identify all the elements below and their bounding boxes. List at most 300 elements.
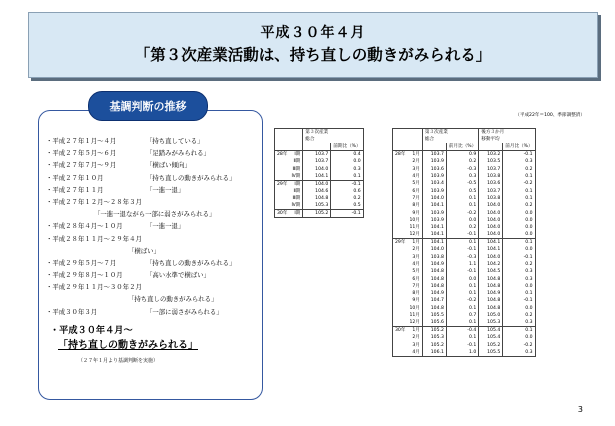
change-cell: -0.3 bbox=[455, 166, 479, 173]
moving-average-cell: 105.2 bbox=[479, 342, 503, 349]
assessment-verdict: 「一進一退ながら一部に弱さがみられる」 bbox=[94, 210, 216, 219]
change-cell: 0.0 bbox=[455, 217, 479, 224]
table-row bbox=[393, 187, 536, 194]
index-cell: 104.8 bbox=[422, 305, 446, 312]
change-cell: 0.7 bbox=[455, 312, 479, 319]
spacer-cell bbox=[446, 261, 454, 268]
spacer-cell bbox=[446, 202, 454, 209]
assessment-row bbox=[46, 247, 261, 259]
spacer-cell bbox=[446, 187, 454, 194]
change-cell: 0.1 bbox=[455, 239, 479, 247]
spacer-cell bbox=[446, 217, 454, 224]
table-row bbox=[393, 261, 536, 268]
index-cell: 103.9 bbox=[422, 158, 446, 165]
month-cell: 7月 bbox=[407, 195, 422, 202]
table-row bbox=[393, 290, 536, 297]
m-header-1: 第３次産業 bbox=[422, 129, 454, 137]
table-row bbox=[393, 231, 536, 239]
assessment-row bbox=[46, 295, 261, 307]
spacer-cell bbox=[503, 239, 511, 247]
assessment-period: ・平成２９年５月～７月 bbox=[46, 258, 117, 267]
table-row bbox=[393, 151, 536, 159]
spacer-cell bbox=[446, 166, 454, 173]
assessment-period: ・平成２７年７月～９月 bbox=[46, 161, 117, 170]
spacer-cell bbox=[503, 187, 511, 194]
table-row bbox=[275, 158, 364, 165]
change-cell: 0.3 bbox=[455, 173, 479, 180]
q-header-1: 第３次産業 bbox=[303, 129, 339, 137]
index-cell: 106.1 bbox=[422, 349, 446, 357]
spacer-cell bbox=[503, 268, 511, 275]
assessment-row bbox=[46, 308, 261, 320]
moving-average-cell: 104.0 bbox=[479, 224, 503, 231]
index-cell: 105.2 bbox=[422, 342, 446, 349]
spacer-cell bbox=[446, 334, 454, 341]
spacer-cell bbox=[503, 231, 511, 239]
assessment-verdict: 「横ばい」 bbox=[128, 246, 160, 255]
year-cell bbox=[275, 158, 290, 165]
table-row bbox=[393, 283, 536, 290]
change-cell: -0.1 bbox=[455, 342, 479, 349]
assessment-verdict: 「一進一退」 bbox=[146, 222, 185, 231]
year-cell bbox=[393, 254, 408, 261]
year-cell bbox=[275, 173, 290, 181]
ma-change-cell: 0.2 bbox=[511, 166, 535, 173]
year-cell bbox=[393, 261, 408, 268]
table-row bbox=[275, 173, 364, 181]
spacer-cell bbox=[503, 342, 511, 349]
change-cell: 0.0 bbox=[455, 275, 479, 282]
current-period: ・平成３０年４月～ bbox=[50, 325, 133, 336]
index-cell: 104.1 bbox=[303, 173, 331, 181]
moving-average-cell: 104.0 bbox=[479, 202, 503, 209]
moving-average-cell: 104.0 bbox=[479, 209, 503, 216]
ma-change-cell: 0.0 bbox=[511, 209, 535, 216]
change-cell: -0.1 bbox=[339, 210, 363, 218]
index-cell: 104.6 bbox=[303, 188, 331, 195]
quarter-cell: Ⅳ期 bbox=[289, 202, 302, 210]
ma-change-cell: 0.0 bbox=[511, 305, 535, 312]
change-cell: 0.1 bbox=[455, 305, 479, 312]
table-row bbox=[393, 342, 536, 349]
month-cell: 1月 bbox=[407, 327, 422, 335]
table-row bbox=[393, 268, 536, 275]
spacer-cell bbox=[503, 290, 511, 297]
assessment-period: ・平成３０年３月 bbox=[46, 307, 98, 316]
change-cell: 0.4 bbox=[339, 151, 363, 159]
ma-change-cell: -0.1 bbox=[511, 254, 535, 261]
current-verdict: 「持ち直しの動きがみられる」 bbox=[58, 340, 198, 351]
index-cell: 103.6 bbox=[422, 166, 446, 173]
quarter-cell: Ⅰ期 bbox=[289, 180, 302, 188]
spacer-cell bbox=[446, 275, 454, 282]
ma-change-cell: 0.2 bbox=[511, 202, 535, 209]
assessment-row bbox=[46, 283, 261, 295]
current-assessment bbox=[50, 324, 198, 352]
year-cell bbox=[393, 246, 408, 253]
spacer-cell bbox=[503, 209, 511, 216]
ma-change-cell: 0.0 bbox=[511, 283, 535, 290]
ma-change-cell: 0.1 bbox=[511, 327, 535, 335]
ma-change-cell: 0.3 bbox=[511, 349, 535, 357]
spacer-cell bbox=[446, 254, 454, 261]
quarter-cell: Ⅰ期 bbox=[289, 210, 302, 218]
spacer-cell bbox=[446, 312, 454, 319]
change-cell: 0.6 bbox=[339, 188, 363, 195]
spacer-cell bbox=[503, 305, 511, 312]
ma-change-cell: 0.2 bbox=[511, 312, 535, 319]
year-cell bbox=[393, 334, 408, 341]
year-cell bbox=[275, 195, 290, 202]
ma-change-cell: 0.1 bbox=[511, 173, 535, 180]
spacer-cell bbox=[446, 342, 454, 349]
change-cell: 0.5 bbox=[339, 202, 363, 210]
month-cell: 1月 bbox=[407, 239, 422, 247]
year-cell bbox=[393, 166, 408, 173]
change-cell: -0.2 bbox=[455, 209, 479, 216]
month-cell: 12月 bbox=[407, 319, 422, 327]
assessment-note: （２７年１月より基調判断を実施） bbox=[78, 358, 159, 364]
year-cell bbox=[275, 166, 290, 173]
month-cell: 8月 bbox=[407, 202, 422, 209]
month-cell: 2月 bbox=[407, 246, 422, 253]
month-cell: 11月 bbox=[407, 224, 422, 231]
spacer-cell bbox=[446, 297, 454, 304]
ma-change-cell: 0.3 bbox=[511, 158, 535, 165]
m-header-5: 移動平均 bbox=[481, 137, 500, 143]
spacer-cell bbox=[503, 312, 511, 319]
month-cell: 3月 bbox=[407, 254, 422, 261]
spacer-cell bbox=[503, 334, 511, 341]
assessment-verdict: 「持ち直している」 bbox=[146, 137, 204, 145]
year-cell bbox=[393, 173, 408, 180]
year-cell bbox=[393, 202, 408, 209]
change-cell: 0.9 bbox=[455, 151, 479, 159]
table-row bbox=[393, 275, 536, 282]
moving-average-cell: 104.0 bbox=[479, 231, 503, 239]
quarter-cell: Ⅰ期 bbox=[289, 151, 302, 159]
spacer-cell bbox=[446, 180, 454, 187]
moving-average-cell: 103.5 bbox=[479, 158, 503, 165]
change-cell: -0.3 bbox=[455, 254, 479, 261]
assessment-verdict: 「高い水準で横ばい」 bbox=[146, 271, 210, 280]
moving-average-cell: 105.4 bbox=[479, 327, 503, 335]
table-row bbox=[275, 195, 364, 202]
moving-average-cell: 104.1 bbox=[479, 246, 503, 253]
assessment-row bbox=[46, 186, 261, 198]
assessment-row bbox=[46, 174, 261, 186]
month-cell: 10月 bbox=[407, 305, 422, 312]
ma-change-cell: -0.1 bbox=[511, 297, 535, 304]
ma-change-cell: 0.0 bbox=[511, 217, 535, 224]
year-cell: 30年 bbox=[393, 327, 408, 335]
index-cell: 104.1 bbox=[422, 224, 446, 231]
assessment-verdict: 「持ち直しの動きがみられる」 bbox=[128, 295, 218, 304]
month-cell: 4月 bbox=[407, 261, 422, 268]
month-cell: 2月 bbox=[407, 334, 422, 341]
spacer-cell bbox=[503, 217, 511, 224]
month-cell: 10月 bbox=[407, 217, 422, 224]
assessment-verdict: 「足踏みがみられる」 bbox=[146, 149, 210, 158]
spacer-cell bbox=[503, 349, 511, 357]
month-cell: 6月 bbox=[407, 187, 422, 194]
index-cell: 104.1 bbox=[422, 231, 446, 239]
monthly-table bbox=[392, 128, 536, 357]
quarter-cell: Ⅳ期 bbox=[289, 173, 302, 181]
table-row bbox=[275, 188, 364, 195]
index-cell: 105.6 bbox=[422, 319, 446, 327]
table-row bbox=[393, 202, 536, 209]
change-cell: -0.1 bbox=[455, 231, 479, 239]
index-cell: 104.8 bbox=[422, 268, 446, 275]
year-cell bbox=[275, 188, 290, 195]
spacer-cell bbox=[446, 173, 454, 180]
moving-average-cell: 104.8 bbox=[479, 275, 503, 282]
spacer-cell bbox=[331, 158, 339, 165]
month-cell: 5月 bbox=[407, 268, 422, 275]
spacer-cell bbox=[503, 319, 511, 327]
month-cell: 12月 bbox=[407, 231, 422, 239]
spacer-cell bbox=[503, 158, 511, 165]
spacer-cell bbox=[503, 173, 511, 180]
moving-average-cell: 105.3 bbox=[479, 319, 503, 327]
spacer-cell bbox=[503, 180, 511, 187]
table-row bbox=[393, 180, 536, 187]
table-row bbox=[393, 319, 536, 327]
assessment-period: ・平成２８年１１月～２９年４月 bbox=[46, 234, 142, 243]
change-cell: -0.2 bbox=[455, 297, 479, 304]
month-cell: 3月 bbox=[407, 342, 422, 349]
index-cell: 104.9 bbox=[422, 261, 446, 268]
table-row bbox=[393, 305, 536, 312]
change-cell: 0.1 bbox=[455, 319, 479, 327]
month-cell: 9月 bbox=[407, 297, 422, 304]
table-row bbox=[393, 312, 536, 319]
spacer-cell bbox=[331, 195, 339, 202]
month-cell: 4月 bbox=[407, 349, 422, 357]
table-row bbox=[393, 246, 536, 253]
spacer-cell bbox=[446, 231, 454, 239]
index-cell: 104.8 bbox=[422, 275, 446, 282]
spacer-cell bbox=[446, 283, 454, 290]
moving-average-cell: 104.8 bbox=[479, 297, 503, 304]
spacer-cell bbox=[446, 305, 454, 312]
year-cell bbox=[393, 224, 408, 231]
year-cell bbox=[393, 312, 408, 319]
change-cell: -0.4 bbox=[455, 327, 479, 335]
spacer-cell bbox=[446, 327, 454, 335]
assessment-period: ・平成２９年８月～１０月 bbox=[46, 271, 123, 280]
table-row bbox=[393, 239, 536, 247]
index-cell: 103.7 bbox=[303, 151, 331, 159]
ma-change-cell: 0.0 bbox=[511, 334, 535, 341]
table-row bbox=[393, 173, 536, 180]
spacer-cell bbox=[331, 180, 339, 188]
quarter-cell: Ⅲ期 bbox=[289, 195, 302, 202]
table-row bbox=[393, 334, 536, 341]
moving-average-cell: 105.5 bbox=[479, 349, 503, 357]
change-cell: 0.1 bbox=[455, 290, 479, 297]
spacer-cell bbox=[446, 195, 454, 202]
unit-note: （平成22年＝100、季節調整済） bbox=[515, 113, 585, 118]
change-cell: 0.5 bbox=[455, 187, 479, 194]
index-cell: 105.2 bbox=[303, 210, 331, 218]
ma-change-cell: 0.3 bbox=[511, 268, 535, 275]
moving-average-cell: 103.7 bbox=[479, 187, 503, 194]
index-cell: 105.2 bbox=[422, 327, 446, 335]
spacer-cell bbox=[503, 297, 511, 304]
month-cell: 7月 bbox=[407, 283, 422, 290]
index-cell: 103.4 bbox=[422, 180, 446, 187]
assessment-row bbox=[46, 198, 261, 210]
table-row bbox=[393, 166, 536, 173]
index-cell: 103.7 bbox=[422, 151, 446, 159]
assessment-row bbox=[46, 271, 261, 283]
assessment-panel-tab: 基調判断の推移 bbox=[88, 91, 208, 121]
index-cell: 105.3 bbox=[422, 334, 446, 341]
table-row bbox=[393, 349, 536, 357]
q-header-2: 総合 bbox=[305, 137, 315, 143]
moving-average-cell: 103.7 bbox=[479, 166, 503, 173]
moving-average-cell: 104.9 bbox=[479, 290, 503, 297]
index-cell: 104.0 bbox=[303, 180, 331, 188]
spacer-cell bbox=[446, 246, 454, 253]
spacer-cell bbox=[446, 209, 454, 216]
assessment-verdict: 「一進一退」 bbox=[146, 185, 185, 194]
assessment-row bbox=[46, 259, 261, 271]
spacer-cell bbox=[503, 202, 511, 209]
assessment-list bbox=[46, 137, 261, 320]
year-cell bbox=[393, 305, 408, 312]
spacer-cell bbox=[446, 290, 454, 297]
moving-average-cell: 104.0 bbox=[479, 217, 503, 224]
change-cell: 0.1 bbox=[339, 173, 363, 181]
month-cell: 2月 bbox=[407, 158, 422, 165]
year-cell bbox=[393, 342, 408, 349]
ma-change-cell: 0.0 bbox=[511, 246, 535, 253]
year-cell bbox=[393, 297, 408, 304]
year-cell: 29年 bbox=[275, 180, 290, 188]
spacer-cell bbox=[331, 202, 339, 210]
month-cell: 3月 bbox=[407, 166, 422, 173]
change-cell: -0.1 bbox=[455, 246, 479, 253]
change-cell: -0.1 bbox=[339, 180, 363, 188]
year-cell bbox=[393, 187, 408, 194]
year-cell bbox=[393, 231, 408, 239]
ma-change-cell: 0.1 bbox=[511, 290, 535, 297]
month-cell: 6月 bbox=[407, 275, 422, 282]
spacer-cell bbox=[331, 173, 339, 181]
year-cell: 28年 bbox=[393, 151, 408, 159]
month-cell: 11月 bbox=[407, 312, 422, 319]
table-row bbox=[393, 217, 536, 224]
index-cell: 103.9 bbox=[422, 187, 446, 194]
assessment-row bbox=[46, 222, 261, 234]
spacer-cell bbox=[503, 283, 511, 290]
quarter-cell: Ⅱ期 bbox=[289, 158, 302, 165]
assessment-row bbox=[46, 210, 261, 222]
month-cell: 8月 bbox=[407, 290, 422, 297]
moving-average-cell: 104.5 bbox=[479, 268, 503, 275]
change-cell: 1.0 bbox=[455, 349, 479, 357]
change-cell: 0.2 bbox=[455, 158, 479, 165]
moving-average-cell: 105.4 bbox=[479, 334, 503, 341]
assessment-period: ・平成２７年１２月～２８年３月 bbox=[46, 197, 142, 206]
assessment-row bbox=[46, 149, 261, 161]
year-cell bbox=[393, 275, 408, 282]
moving-average-cell: 103.8 bbox=[479, 195, 503, 202]
index-cell: 104.8 bbox=[422, 283, 446, 290]
spacer-cell bbox=[446, 224, 454, 231]
change-cell: 0.3 bbox=[339, 166, 363, 173]
year-cell bbox=[393, 209, 408, 216]
table-row bbox=[393, 297, 536, 304]
year-cell bbox=[393, 217, 408, 224]
spacer-cell bbox=[331, 210, 339, 218]
spacer-cell bbox=[331, 188, 339, 195]
spacer-cell bbox=[503, 275, 511, 282]
ma-change-cell: -0.2 bbox=[511, 180, 535, 187]
index-cell: 104.0 bbox=[422, 246, 446, 253]
ma-change-cell: 0.3 bbox=[511, 275, 535, 282]
index-cell: 104.0 bbox=[422, 195, 446, 202]
index-cell: 103.9 bbox=[422, 209, 446, 216]
table-row bbox=[275, 210, 364, 218]
year-cell bbox=[393, 180, 408, 187]
table-row bbox=[393, 158, 536, 165]
month-cell: 4月 bbox=[407, 173, 422, 180]
spacer-cell bbox=[503, 151, 511, 159]
ma-change-cell: 0.0 bbox=[511, 231, 535, 239]
index-cell: 103.7 bbox=[303, 158, 331, 165]
year-cell bbox=[393, 319, 408, 327]
index-cell: 104.1 bbox=[422, 239, 446, 247]
change-cell: 1.1 bbox=[455, 261, 479, 268]
moving-average-cell: 104.8 bbox=[479, 283, 503, 290]
spacer-cell bbox=[503, 224, 511, 231]
quarter-cell: Ⅱ期 bbox=[289, 188, 302, 195]
assessment-row bbox=[46, 137, 261, 149]
quarterly-table bbox=[274, 128, 364, 218]
assessment-row bbox=[46, 161, 261, 173]
assessment-verdict: 「横ばい傾向」 bbox=[146, 161, 191, 170]
spacer-cell bbox=[503, 254, 511, 261]
ma-change-cell: -0.2 bbox=[511, 342, 535, 349]
moving-average-cell: 104.1 bbox=[479, 239, 503, 247]
index-cell: 103.9 bbox=[422, 217, 446, 224]
assessment-period: ・平成２７年１月～４月 bbox=[46, 137, 117, 145]
moving-average-cell: 103.6 bbox=[479, 180, 503, 187]
table-row bbox=[393, 254, 536, 261]
spacer-cell bbox=[503, 261, 511, 268]
assessment-period: ・平成２９年１１月～３０年２月 bbox=[46, 283, 142, 292]
spacer-cell bbox=[446, 158, 454, 165]
change-cell: -0.1 bbox=[455, 268, 479, 275]
title-box bbox=[28, 12, 598, 78]
spacer-cell bbox=[446, 239, 454, 247]
ma-change-cell: 0.1 bbox=[511, 239, 535, 247]
change-cell: 0.0 bbox=[339, 158, 363, 165]
year-cell: 28年 bbox=[275, 151, 290, 159]
spacer-cell bbox=[446, 349, 454, 357]
assessment-period: ・平成２７年１１月 bbox=[46, 185, 104, 194]
quarter-cell: Ⅲ期 bbox=[289, 166, 302, 173]
table-row bbox=[275, 166, 364, 173]
month-cell: 9月 bbox=[407, 209, 422, 216]
assessment-period: ・平成２８年４月～１０月 bbox=[46, 222, 123, 231]
spacer-cell bbox=[503, 246, 511, 253]
ma-change-cell: 0.1 bbox=[511, 187, 535, 194]
